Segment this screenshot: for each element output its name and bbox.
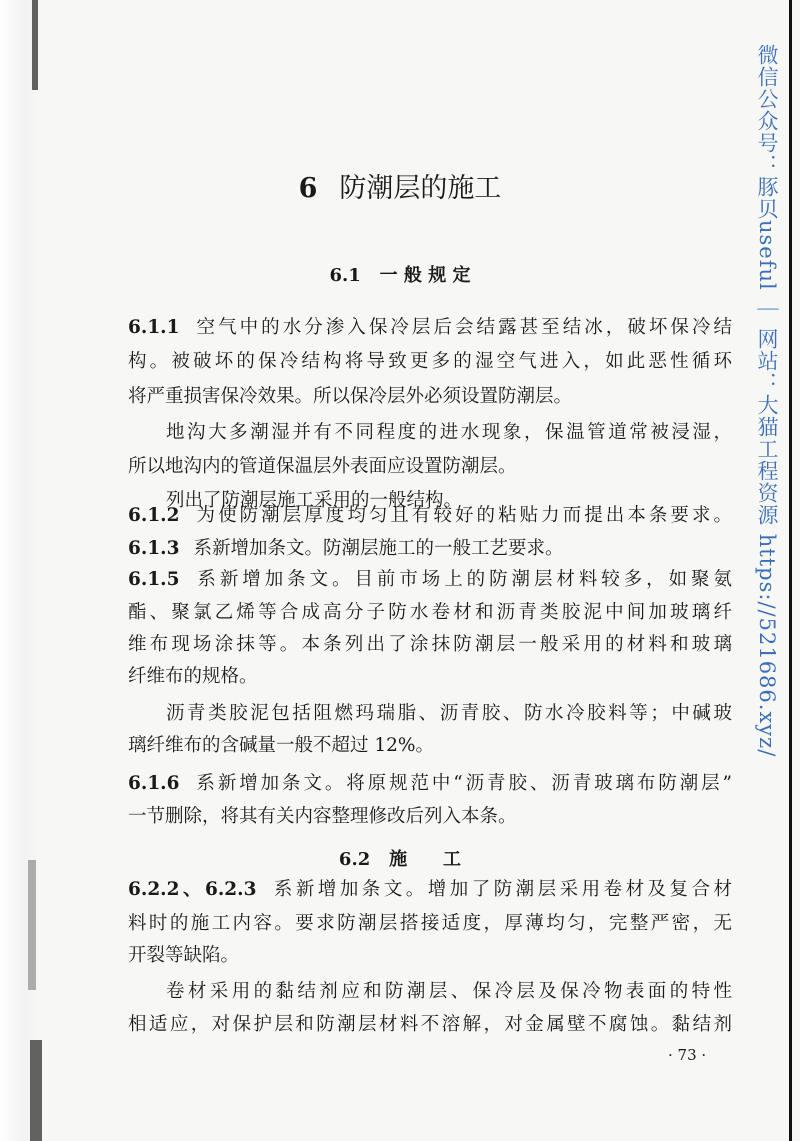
- section-title: 一 般 规 定: [379, 265, 471, 286]
- text-line: [166, 980, 732, 1004]
- text-line: [128, 1013, 732, 1037]
- text-line: [128, 633, 732, 657]
- text-line: [128, 912, 732, 936]
- line-text: 卷材采用的黏结剂应和防潮层、保冷层及保冷物表面的特性: [166, 981, 732, 1002]
- line-text: 沥青类胶泥包括阻燃玛瑞脂、沥青胶、防水冷胶料等；中碱玻: [166, 703, 732, 724]
- line-text: 为使防潮层厚度均匀且有较好的粘贴力而提出本条要求。: [193, 505, 732, 526]
- line-text: 纤维布的规格。: [128, 666, 258, 687]
- clause-number: 6.1.3: [128, 538, 180, 559]
- section-title: 施 工: [389, 849, 462, 870]
- line-text: 一节删除，将其有关内容整理修改后列入本条。: [128, 806, 517, 827]
- text-line: [166, 421, 732, 445]
- text-line: [128, 504, 732, 528]
- line-text: 空气中的水分渗入保冷层后会结露甚至结冰，破坏保冷结: [193, 317, 732, 338]
- text-line: [128, 537, 732, 561]
- line-text: 构。被破坏的保冷结构将导致更多的湿空气进入，如此恶性循环: [128, 351, 732, 372]
- clause-number: 6.1.2: [128, 505, 180, 526]
- line-text: 维布现场涂抹等。本条列出了涂抹防潮层一般采用的材料和玻璃: [128, 634, 732, 655]
- scan-artifact: [28, 860, 36, 990]
- scan-artifact: [30, 1040, 42, 1141]
- watermark: 微信公众号：豚贝useful ｜ 网站：大猫工程资源 https://521686.xyz/: [755, 44, 779, 758]
- clause-number: 6.1.1: [128, 317, 180, 338]
- chapter-title-text: 防潮层的施工: [339, 173, 502, 204]
- line-text: 开裂等缺陷。: [128, 945, 240, 966]
- line-text: 酯、聚氯乙烯等合成高分子防水卷材和沥青类胶泥中间加玻璃纤: [128, 602, 732, 623]
- line-text: 系新增加条文。将原规范中“沥青胶、沥青玻璃布防潮层”: [193, 773, 732, 794]
- line-text: 系新增加条文。增加了防潮层采用卷材及复合材: [270, 879, 732, 900]
- text-line: [128, 805, 732, 829]
- line-text: 将严重损害保冷效果。所以保冷层外必须设置防潮层。: [128, 386, 573, 407]
- text-line: [128, 772, 732, 796]
- line-text: 系新增加条文。目前市场上的防潮层材料较多，如聚氨: [193, 569, 732, 590]
- section-number: 6.1: [329, 265, 361, 286]
- text-line: [128, 944, 732, 968]
- line-text: 系新增加条文。防潮层施工的一般工艺要求。: [193, 538, 564, 559]
- text-line: [128, 385, 732, 409]
- section-number: 6.2: [338, 849, 371, 870]
- text-line: [128, 568, 732, 592]
- page-number: · 73 ·: [668, 1046, 707, 1064]
- text-line: [128, 455, 732, 479]
- text-line: [166, 702, 732, 726]
- text-line: [128, 665, 732, 689]
- line-text: 料时的施工内容。要求防潮层搭接适度，厚薄均匀，完整严密，无: [128, 913, 732, 934]
- section-heading: [0, 261, 800, 287]
- text-line: [128, 316, 732, 340]
- line-text: 璃纤维布的含碱量一般不超过 12%。: [128, 735, 435, 756]
- line-text: 所以地沟内的管道保温层外表面应设置防潮层。: [128, 456, 517, 477]
- section-heading: [0, 845, 800, 871]
- text-line: [128, 601, 732, 625]
- clause-number: 6.1.5: [128, 569, 180, 590]
- text-line: [128, 878, 732, 902]
- scan-artifact: [32, 0, 38, 90]
- line-text: 地沟大多潮湿并有不同程度的进水现象，保温管道常被浸湿，: [166, 422, 732, 443]
- text-line: [128, 350, 732, 374]
- chapter-number: 6: [298, 173, 318, 204]
- clause-number: 6.1.6: [128, 773, 180, 794]
- text-line: [128, 734, 732, 758]
- line-text: 相适应，对保护层和防潮层材料不溶解，对金属壁不腐蚀。黏结剂: [128, 1014, 732, 1035]
- line-text: 列出了防潮层施工采用的一般结构。: [166, 490, 463, 511]
- chapter-title: [0, 166, 800, 205]
- clause-number: 6.2.2、6.2.3: [128, 879, 257, 900]
